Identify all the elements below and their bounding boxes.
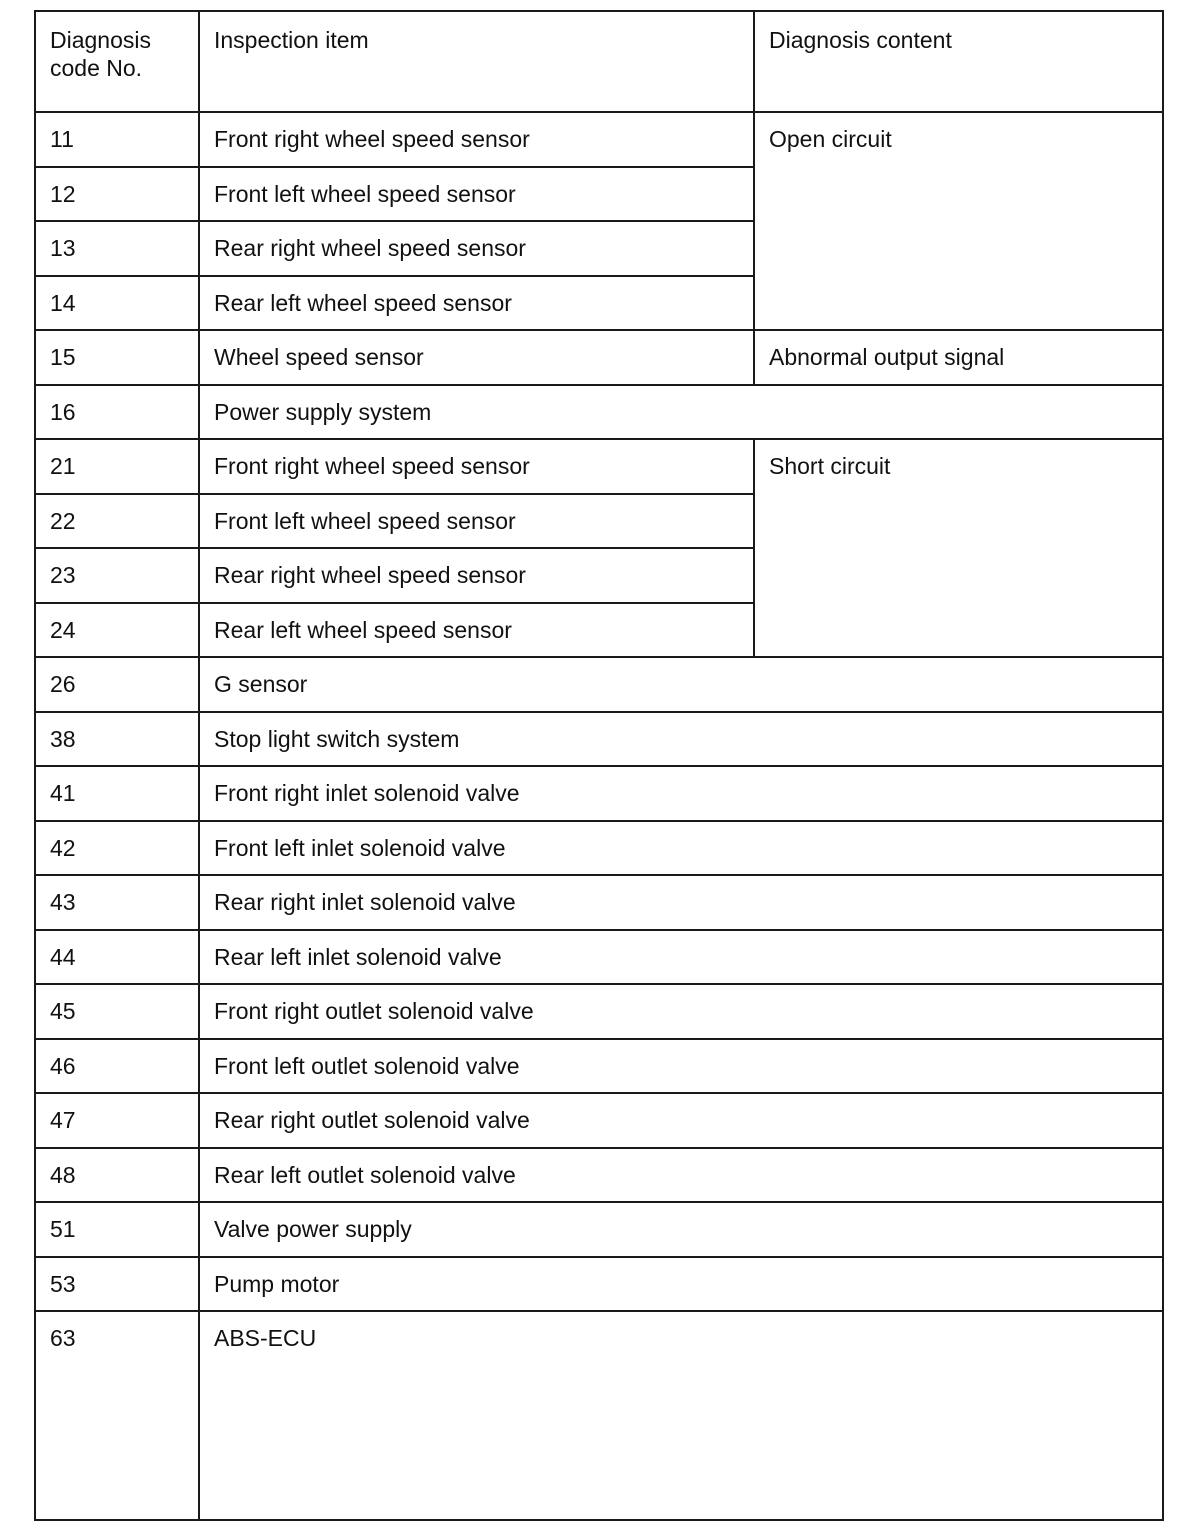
code-cell: 45 xyxy=(35,984,199,1039)
code-cell: 16 xyxy=(35,385,199,440)
table-row xyxy=(35,1093,1163,1148)
code-cell: 48 xyxy=(35,1148,199,1203)
code-cell: 38 xyxy=(35,712,199,767)
content-cell-open-circuit: Open circuit xyxy=(754,112,1163,330)
table-row xyxy=(35,930,1163,985)
code-cell: 14 xyxy=(35,276,199,331)
code-cell: 22 xyxy=(35,494,199,549)
code-cell: 42 xyxy=(35,821,199,876)
table-row xyxy=(35,1202,1163,1257)
item-cell: Front left inlet solenoid valve xyxy=(199,821,1163,876)
code-cell: 21 xyxy=(35,439,199,494)
table-row xyxy=(35,821,1163,876)
code-cell: 46 xyxy=(35,1039,199,1094)
item-cell: Wheel speed sensor xyxy=(199,330,754,385)
item-cell: G sensor xyxy=(199,657,1163,712)
code-cell: 23 xyxy=(35,548,199,603)
code-cell: 13 xyxy=(35,221,199,276)
item-cell: Rear right outlet solenoid valve xyxy=(199,1093,1163,1148)
item-cell: Front left outlet solenoid valve xyxy=(199,1039,1163,1094)
table-row xyxy=(35,1039,1163,1094)
item-cell: Power supply system xyxy=(199,385,1163,440)
header-diagnosis-code xyxy=(35,11,199,112)
code-cell: 43 xyxy=(35,875,199,930)
item-cell: Rear left inlet solenoid valve xyxy=(199,930,1163,985)
item-cell: Rear right wheel speed sensor xyxy=(199,548,754,603)
item-cell: Valve power supply xyxy=(199,1202,1163,1257)
code-cell: 47 xyxy=(35,1093,199,1148)
code-cell: 26 xyxy=(35,657,199,712)
code-cell: 63 xyxy=(35,1311,199,1520)
item-cell: Front left wheel speed sensor xyxy=(199,167,754,222)
header-code-line1: Diagnosis xyxy=(50,27,151,53)
item-cell: Rear left wheel speed sensor xyxy=(199,276,754,331)
item-cell: Pump motor xyxy=(199,1257,1163,1312)
item-cell: Rear left outlet solenoid valve xyxy=(199,1148,1163,1203)
table-row xyxy=(35,112,1163,167)
table-row xyxy=(35,330,1163,385)
item-cell: ABS-ECU xyxy=(199,1311,1163,1520)
header-code-line2: code No. xyxy=(50,55,143,81)
code-cell: 15 xyxy=(35,330,199,385)
table-row xyxy=(35,984,1163,1039)
content-cell-abnormal-output: Abnormal output signal xyxy=(754,330,1163,385)
table-row xyxy=(35,875,1163,930)
header-inspection-item: Inspection item xyxy=(199,11,754,112)
code-cell: 24 xyxy=(35,603,199,658)
item-cell: Front right wheel speed sensor xyxy=(199,439,754,494)
table-row xyxy=(35,657,1163,712)
item-cell: Rear right inlet solenoid valve xyxy=(199,875,1163,930)
item-cell: Front left wheel speed sensor xyxy=(199,494,754,549)
code-cell: 51 xyxy=(35,1202,199,1257)
table-row xyxy=(35,1148,1163,1203)
item-cell: Rear left wheel speed sensor xyxy=(199,603,754,658)
item-cell: Stop light switch system xyxy=(199,712,1163,767)
item-cell: Front right wheel speed sensor xyxy=(199,112,754,167)
code-cell: 44 xyxy=(35,930,199,985)
content-cell-short-circuit: Short circuit xyxy=(754,439,1163,657)
table-row xyxy=(35,712,1163,767)
item-cell: Front right outlet solenoid valve xyxy=(199,984,1163,1039)
table-row xyxy=(35,1311,1163,1520)
table-header-row xyxy=(35,11,1163,112)
header-diagnosis-content: Diagnosis content xyxy=(754,11,1163,112)
code-cell: 41 xyxy=(35,766,199,821)
table-row xyxy=(35,385,1163,440)
code-cell: 12 xyxy=(35,167,199,222)
diagnosis-code-table xyxy=(34,10,1164,1521)
table-row xyxy=(35,1257,1163,1312)
code-cell: 53 xyxy=(35,1257,199,1312)
code-cell: 11 xyxy=(35,112,199,167)
table-row xyxy=(35,766,1163,821)
table-row xyxy=(35,439,1163,494)
item-cell: Front right inlet solenoid valve xyxy=(199,766,1163,821)
item-cell: Rear right wheel speed sensor xyxy=(199,221,754,276)
